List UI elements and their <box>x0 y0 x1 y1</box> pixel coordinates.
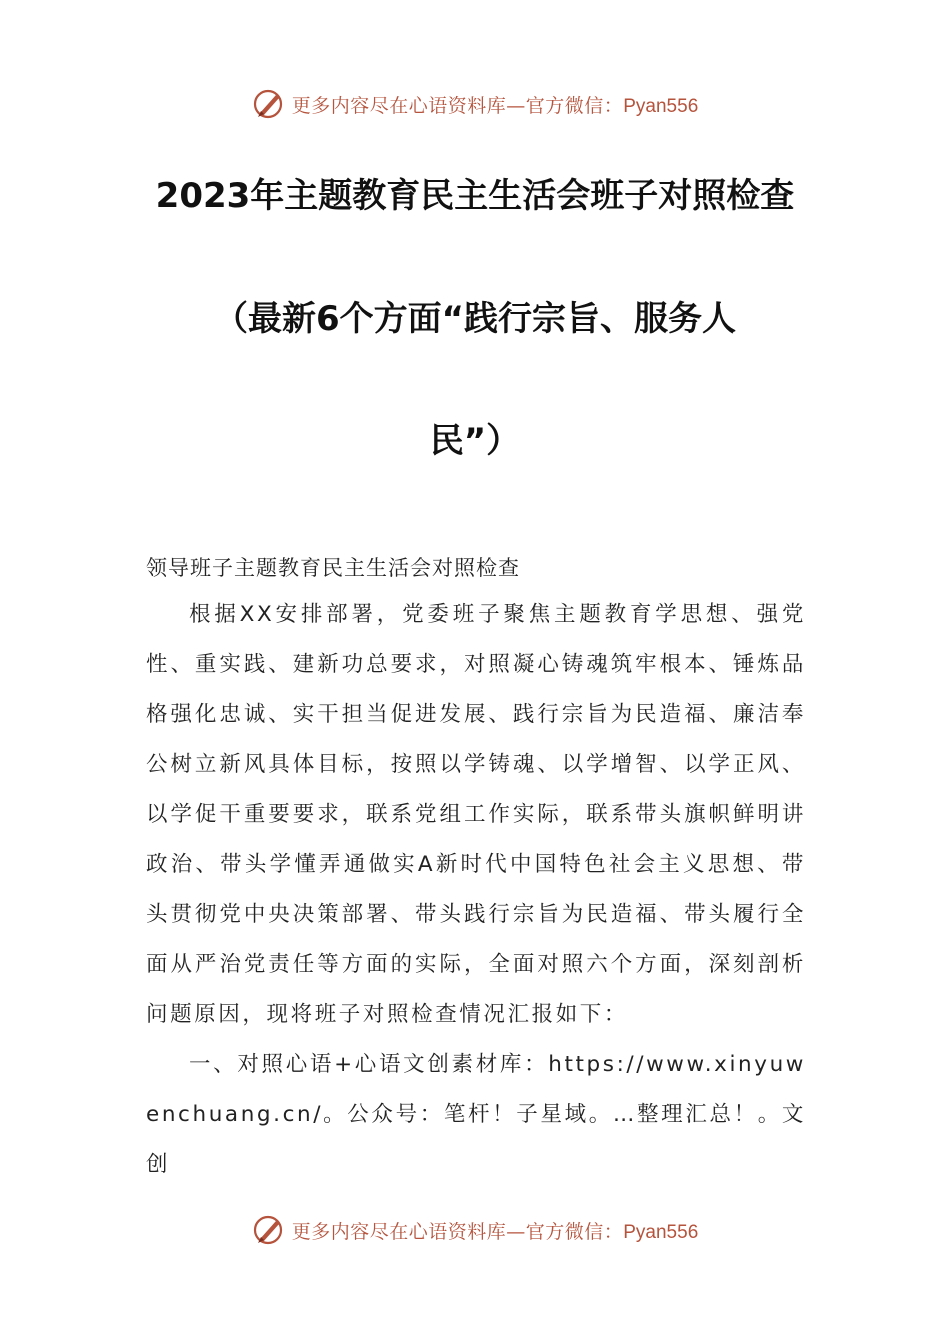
pen-circle-logo-icon <box>252 87 286 121</box>
pen-circle-logo-icon <box>252 1213 286 1247</box>
watermark-text: 更多内容尽在心语资料库—官方微信：Pyan556 <box>291 1220 699 1243</box>
body-paragraph-intro: 根据XX安排部署，党委班子聚焦主题教育学思想、强党性、重实践、建新功总要求，对照凝心铸魂筑牢根本、锤炼品格强化忠诚、实干担当促进发展、践行宗旨为民造福、廉洁奉公树立新风具体目标，按照以学铸魂、以学增智、以学正风、以学促干重要要求，联系党组工作实际，联系带头旗帜鲜明讲政治、带头学懂弄通做实A新时代中国特色社会主义思想、带头贯彻党中央决策部署、带头践行宗旨为民造福、带头履行全面从严治党责任等方面的实际，全面对照六个方面，深刻剖析问题原因，现将班子对照检查情况汇报如下： <box>146 602 806 1027</box>
watermark-footer <box>0 1210 950 1250</box>
watermark-header <box>0 84 950 124</box>
section-subheading: 领导班子主题教育民主生活会对照检查 <box>146 556 520 580</box>
watermark-text: 更多内容尽在心语资料库—官方微信：Pyan556 <box>291 94 699 117</box>
document-body <box>146 590 806 1190</box>
body-paragraph-section-one: 一、对照心语+心语文创素材库：https://www.xinyuwenchuang.cn/。公众号：笔杆！子星域。…整理汇总！。文创 <box>146 1052 806 1177</box>
document-title-line-2: （最新6个方面“践行宗旨、服务人 <box>213 299 736 339</box>
document-title-line-1: 2023年主题教育民主生活会班子对照检查 <box>155 176 795 216</box>
document-title-line-3: 民”） <box>429 421 521 461</box>
